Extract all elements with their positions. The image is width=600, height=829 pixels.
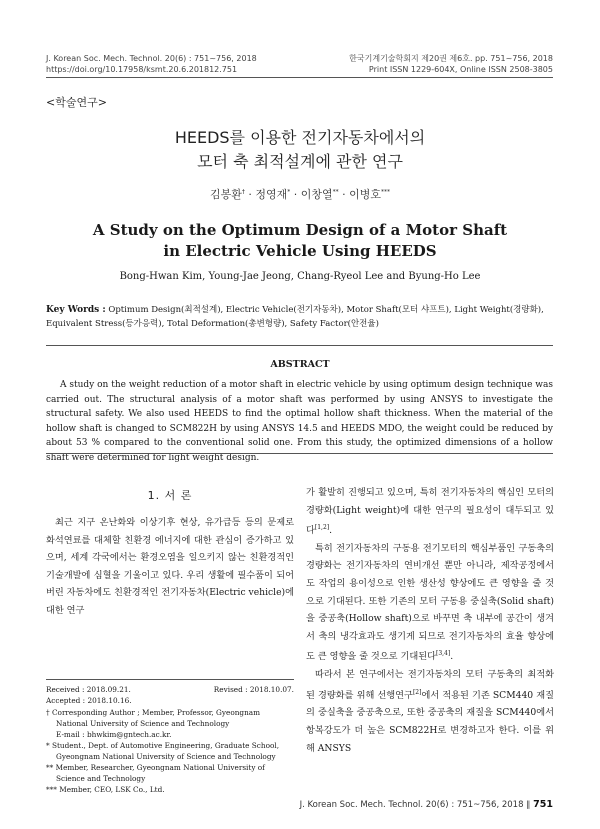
korean-title-line-1: HEEDS를 이용한 전기자동차에서의 xyxy=(174,128,426,147)
keywords xyxy=(46,303,553,331)
doi-link[interactable]: https://doi.org/10.17958/ksmt.20.6.201812.751 xyxy=(46,65,238,74)
issn-info: Print ISSN 1229-604X, Online ISSN 2508-3805 xyxy=(368,65,553,74)
paragraph-3 xyxy=(306,666,554,757)
affiliation-ceo: *** Member, CEO, LSK Co., Ltd. xyxy=(46,785,165,794)
running-header-right xyxy=(349,53,553,75)
introduction-left-column: 최근 지구 온난화와 이상기후 현상, 유가급등 등의 문제로 화석연료를 대체할 친환경 에너지에 대한 관심이 증가하고 있으며, 세계 각국에서는 환경오염을 일으키지 않는 친환경적인 기술개발에 심혈을 기울이고 있다. 우리 생활에 필수품이 되어버린 자동차에도 친환경적인 전기자동차(Electric vehicle)에 대한 연구 xyxy=(46,517,295,616)
affiliation-corresponding: † Corresponding Author ; Member, Professor, Gyeongnam National University of Science and Technology xyxy=(46,708,261,728)
journal-citation: J. Korean Soc. Mech. Technol. 20(6) : 751~756, 2018 xyxy=(46,54,257,63)
english-title-line-1: A Study on the Optimum Design of a Motor Shaft xyxy=(92,221,508,239)
citation-ref: [3,4] xyxy=(435,650,451,658)
paragraph-3-text-cont: 에서 적용된 기존 SCM440 재질의 중실축을 중공축으로, 또한 중공축의 재질을 SCM440에서 항복강도가 더 높은 SCM822H로 변경하고자 한다. 이를 위해 ANSYS xyxy=(306,689,554,754)
footnote-divider xyxy=(46,679,294,680)
paragraph-2-end: . xyxy=(450,651,454,663)
author-2-mark: * xyxy=(287,188,291,196)
abstract-divider xyxy=(46,453,553,454)
paragraph-3-text: 따라서 본 연구에서는 전기자동차의 모터 구동축의 최적화된 경량화를 위해 선행연구 xyxy=(306,669,554,701)
author-3: 이창열 xyxy=(300,188,333,201)
keywords-divider xyxy=(46,345,553,346)
article-type: <학술연구> xyxy=(46,96,107,109)
author-separator: · xyxy=(248,188,252,201)
journal-citation-korean: 한국기계기술학회지 제20권 제6호. pp. 751~756, 2018 xyxy=(349,54,553,63)
abstract-text: A study on the weight reduction of a motor shaft in electric vehicle by using optimum design technique was carried out. The structural analysis of a motor shaft was performed by using ANSYS to investigate the structural safety. We also used HEEDS to find the optimal hollow shaft thickness. When the material of the hollow shaft is changed to SCM822H by using ANSYS 14.5 and HEEDS MDO, the weight could be reduced by about 53 % compared to the conventional solid one. From this study, the optimized dimensions of a hollow shaft were determined for light weight design. xyxy=(46,380,553,463)
author-affiliations xyxy=(46,707,294,795)
paragraph-2 xyxy=(306,540,554,666)
affiliation-student: * Student., Dept. of Automotive Engineering, Graduate School, Gyeongnam National University of Science and Technology xyxy=(46,741,280,761)
paragraph-1 xyxy=(306,484,554,540)
citation-ref: [2] xyxy=(412,688,422,696)
received-date: Received : 2018.09.21. xyxy=(46,685,131,694)
received-revised-row xyxy=(46,684,294,695)
author-4-mark: *** xyxy=(381,188,391,196)
keywords-text: Optimum Design(최적설계), Electric Vehicle(전기자동차), Motor Shaft(모터 샤프트), Light Weight(경량화), Equivalent Stress(등가응력), Total Deformation(총변형량), Safety Factor(안전율) xyxy=(46,305,544,329)
affiliation-researcher: ** Member, Researcher, Gyeongnam National University of Science and Technology xyxy=(46,763,265,783)
english-title-line-2: in Electric Vehicle Using HEEDS xyxy=(163,242,437,260)
author-1-mark: † xyxy=(241,188,245,196)
author-1: 김봉환 xyxy=(209,188,242,201)
section-heading-introduction: 1. 서 론 xyxy=(147,489,193,502)
submission-dates xyxy=(46,684,294,706)
accepted-date: Accepted : 2018.10.16. xyxy=(46,696,132,705)
author-4: 이병호 xyxy=(349,188,382,201)
revised-date: Revised : 2018.10.07. xyxy=(213,685,294,694)
author-separator: · xyxy=(342,188,346,201)
header-divider xyxy=(46,77,553,78)
author-3-mark: ** xyxy=(332,188,339,196)
corresponding-email[interactable]: E-mail : bhwkim@gntech.ac.kr. xyxy=(56,730,172,739)
footer-citation: J. Korean Soc. Mech. Technol. 20(6) : 751~756, 2018 ∥ xyxy=(299,800,531,810)
keywords-label: Key Words : xyxy=(46,305,106,315)
english-title xyxy=(0,220,600,262)
abstract-heading: ABSTRACT xyxy=(270,359,330,370)
author-separator: · xyxy=(293,188,298,201)
introduction-right-column xyxy=(306,484,554,757)
english-authors: Bong-Hwan Kim, Young-Jae Jeong, Chang-Ryeol Lee and Byung-Ho Lee xyxy=(119,271,481,282)
paragraph-2-text: 특히 전기자동차의 구동용 전기모터의 핵심부품인 구동축의 경량화는 전기자동차의 연비개선 뿐만 아니라, 제작공정에서도 작업의 용이성으로 인한 생산성 향상에도 큰 영향을 줄 것으로 기대된다. 또한 기존의 모터 구동용 중실축(Solid shaft)을 중공축(Hollow shaft)으로 바꾸면 축 내부에 공간이 생겨서 축의 냉각효과도 생기게 되므로 전기자동차의 효율 향상에도 큰 영향을 줄 것으로 기대된다 xyxy=(306,542,554,663)
citation-ref: [1,2] xyxy=(314,524,330,532)
paragraph-1-text: 가 활발히 진행되고 있으며, 특히 전기자동차의 핵심인 모터의 경량화(Light weight)에 대한 연구의 필요성이 대두되고 있다 xyxy=(306,487,554,537)
korean-title-line-2: 모터 축 최적설계에 관한 연구 xyxy=(197,152,403,171)
korean-authors xyxy=(0,186,600,202)
page-number: 751 xyxy=(533,799,553,810)
running-header-left xyxy=(46,53,257,75)
author-2: 정영재 xyxy=(255,188,288,201)
paragraph-1-end: . xyxy=(329,525,333,537)
korean-title xyxy=(0,126,600,174)
page-footer xyxy=(300,799,553,810)
